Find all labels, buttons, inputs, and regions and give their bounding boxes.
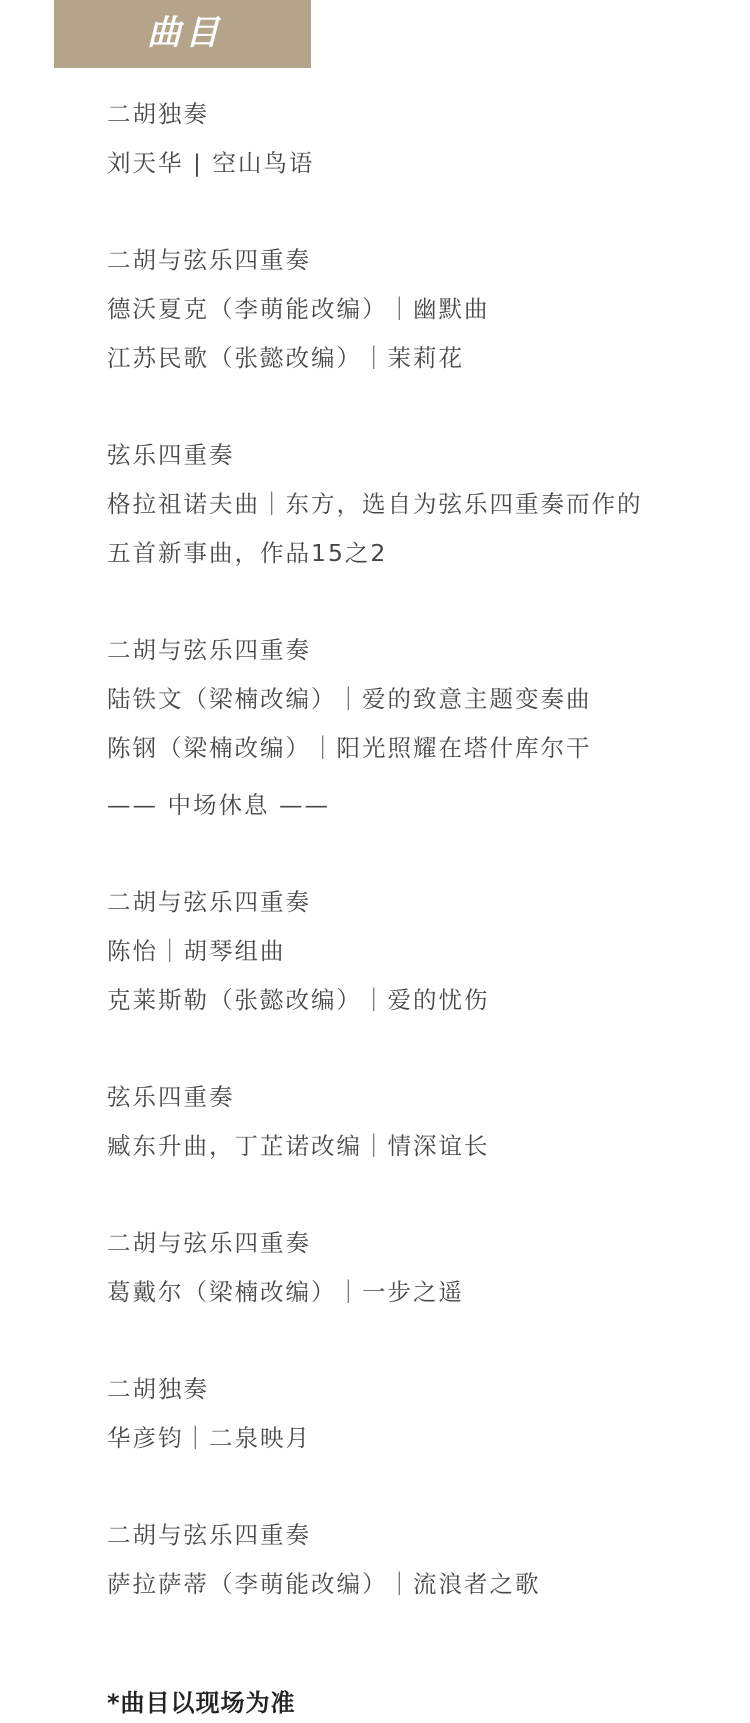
program-section [107,236,717,383]
piece-item: 江苏民歌（张懿改编）｜茉莉花 [107,344,464,372]
program-section [107,626,717,773]
section-category: 二胡与弦乐四重奏 [107,1521,311,1549]
piece-item: 刘天华 | 空山鸟语 [107,149,315,177]
piece-item: 陈钢（梁楠改编）｜阳光照耀在塔什库尔干 [107,734,592,762]
program-list [107,90,717,1609]
section-category: 弦乐四重奏 [107,441,235,469]
piece-item: 克莱斯勒（张懿改编）｜爱的忧伤 [107,986,490,1014]
program-section [107,431,717,578]
piece-item: 葛戴尔（梁楠改编）｜一步之遥 [107,1278,464,1306]
program-section [107,90,717,188]
piece-item: 陈怡｜胡琴组曲 [107,937,286,965]
piece-item: 陆铁文（梁楠改编）｜爱的致意主题变奏曲 [107,685,592,713]
program-section [107,1365,717,1463]
piece-item: 臧东升曲，丁芷诺改编｜情深谊长 [107,1132,490,1160]
program-section [107,878,717,1025]
page-title: 曲目 [147,13,223,53]
section-category: 二胡与弦乐四重奏 [107,1229,311,1257]
piece-item: 华彦钧｜二泉映月 [107,1424,311,1452]
program-section [107,1219,717,1317]
section-category: 二胡独奏 [107,100,209,128]
program-disclaimer: *曲目以现场为准 [107,1689,296,1717]
section-category: 二胡与弦乐四重奏 [107,888,311,916]
section-category: 二胡与弦乐四重奏 [107,636,311,664]
intermission-label: —— 中场休息 —— [107,791,330,819]
program-section [107,1511,717,1609]
section-category: 二胡独奏 [107,1375,209,1403]
section-category: 二胡与弦乐四重奏 [107,246,311,274]
piece-item: 萨拉萨蒂（李萌能改编）｜流浪者之歌 [107,1570,541,1598]
program-section [107,1073,717,1171]
section-category: 弦乐四重奏 [107,1083,235,1111]
piece-item: 格拉祖诺夫曲｜东方，选自为弦乐四重奏而作的五首新事曲，作品15之2 [107,490,643,567]
piece-item: 德沃夏克（李萌能改编）｜幽默曲 [107,295,490,323]
